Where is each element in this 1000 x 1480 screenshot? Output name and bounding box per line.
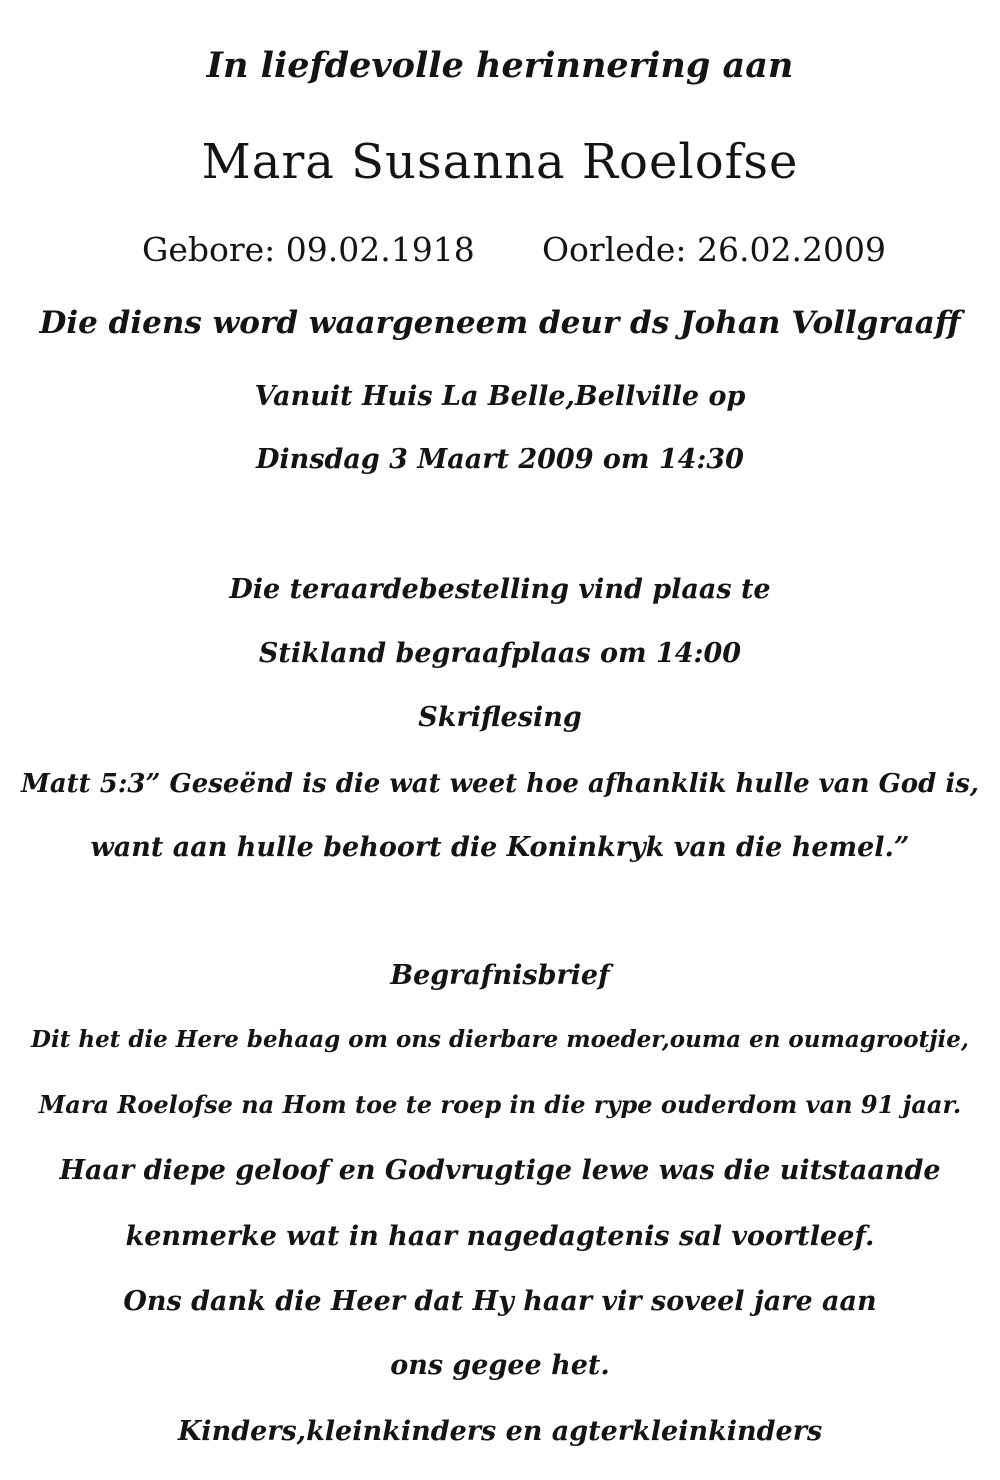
birth-date: Gebore: 09.02.1918 [142, 230, 475, 269]
death-date: Oorlede: 26.02.2009 [542, 230, 886, 269]
service-datetime: Dinsdag 3 Maart 2009 om 14:30 [256, 444, 744, 475]
service-venue: Vanuit Huis La Belle,Bellville op [254, 381, 746, 412]
service-officiant: Die diens word waargeneem deur ds Johan Vollgraaff [39, 305, 961, 341]
burial-line-1: Die teraardebestelling vind plaas te [229, 574, 771, 605]
letter-signature: Kinders,kleinkinders en agterkleinkinders [177, 1416, 823, 1447]
burial-line-2: Stikland begraafplaas om 14:00 [258, 638, 742, 669]
scripture-line-2: want aan hulle behoort die Koninkryk van die hemel.” [90, 832, 910, 863]
letter-heading: Begrafnisbrief [390, 960, 610, 991]
letter-line: ons gegee het. [390, 1350, 610, 1381]
letter-line: Mara Roelofse na Hom toe te roep in die rype ouderdom van 91 jaar. [38, 1090, 962, 1119]
letter-line: Ons dank die Heer dat Hy haar vir soveel jare aan [123, 1286, 877, 1317]
letter-line: Haar diepe geloof en Godvrugtige lewe was die uitstaande [59, 1155, 941, 1186]
deceased-name: Mara Susanna Roelofse [201, 134, 799, 190]
scripture-heading: Skriflesing [418, 702, 582, 733]
scripture-line-1: Matt 5:3” Geseënd is die wat weet hoe afhanklik hulle van God is, [21, 769, 979, 799]
letter-line: Dit het die Here behaag om ons dierbare moeder,ouma en oumagrootjie, [31, 1026, 969, 1053]
dedication-line: In liefdevolle herinnering aan [206, 45, 794, 86]
letter-line: kenmerke wat in haar nagedagtenis sal voortleef. [125, 1221, 875, 1252]
